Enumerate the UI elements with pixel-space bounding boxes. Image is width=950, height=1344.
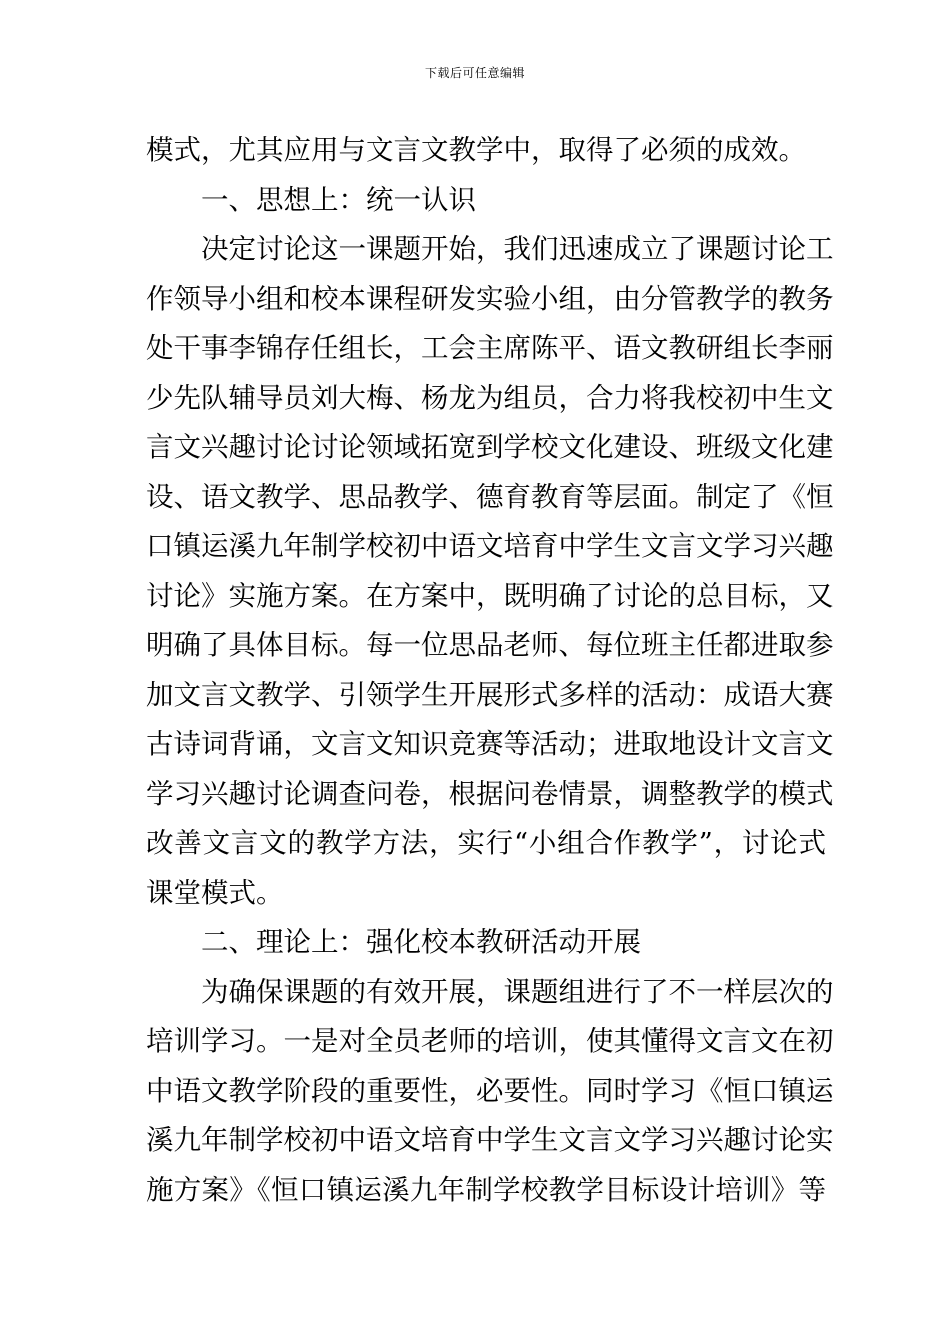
text-line-9: 口镇运溪九年制学校初中语文培育中学生文言文学习兴趣 — [146, 530, 834, 562]
text-line-12: 加文言文教学、引领学生开展形式多样的活动：成语大赛 — [146, 678, 834, 711]
text-line-21: 溪九年制学校初中语文培育中学生文言文学习兴趣讨论实 — [146, 1124, 834, 1156]
text-line-14: 学习兴趣讨论调查问卷，根据问卷情景，调整教学的模式 — [146, 777, 834, 810]
text-line-18: 为确保课题的有效开展，课题组进行了不一样层次的 — [201, 975, 834, 1008]
text-line-3: 决定讨论这一课题开始，我们迅速成立了课题讨论工 — [201, 233, 834, 265]
text-line-1: 模式，尤其应用与文言文教学中，取得了必须的成效。 — [146, 134, 806, 166]
text-line-6: 少先队辅导员刘大梅、杨龙为组员，合力将我校初中生文 — [146, 381, 834, 414]
document-body — [146, 126, 834, 1215]
section-heading-2: 二、理论上：强化校本教研活动开展 — [201, 926, 641, 958]
text-line-15: 改善文言文的教学方法，实行“小组合作教学”，讨论式 — [146, 827, 826, 859]
text-line-16: 课堂模式。 — [146, 876, 284, 909]
text-line-10: 讨论》实施方案。在方案中，既明确了讨论的总目标，又 — [146, 579, 834, 612]
text-line-22: 施方案》《恒口镇运溪九年制学校教学目标设计培训》等 — [146, 1173, 826, 1206]
text-line-13: 古诗词背诵，文言文知识竞赛等活动；进取地设计文言文 — [146, 728, 834, 760]
text-line-7: 言文兴趣讨论讨论领域拓宽到学校文化建设、班级文化建 — [146, 431, 834, 463]
text-line-5: 处干事李锦存任组长，工会主席陈平、语文教研组长李丽 — [146, 332, 834, 364]
text-line-19: 培训学习。一是对全员老师的培训，使其懂得文言文在初 — [146, 1025, 834, 1057]
section-heading-1: 一、思想上：统一认识 — [201, 183, 476, 216]
page-header: 下载后可任意编辑 — [424, 66, 525, 80]
text-line-20: 中语文教学阶段的重要性，必要性。同时学习《恒口镇运 — [146, 1074, 834, 1107]
text-line-4: 作领导小组和校本课程研发实验小组，由分管教学的教务 — [146, 282, 834, 315]
text-line-11: 明确了具体目标。每一位思品老师、每位班主任都进取参 — [146, 629, 834, 661]
text-line-8: 设、语文教学、思品教学、德育教育等层面。制定了《恒 — [146, 480, 834, 513]
